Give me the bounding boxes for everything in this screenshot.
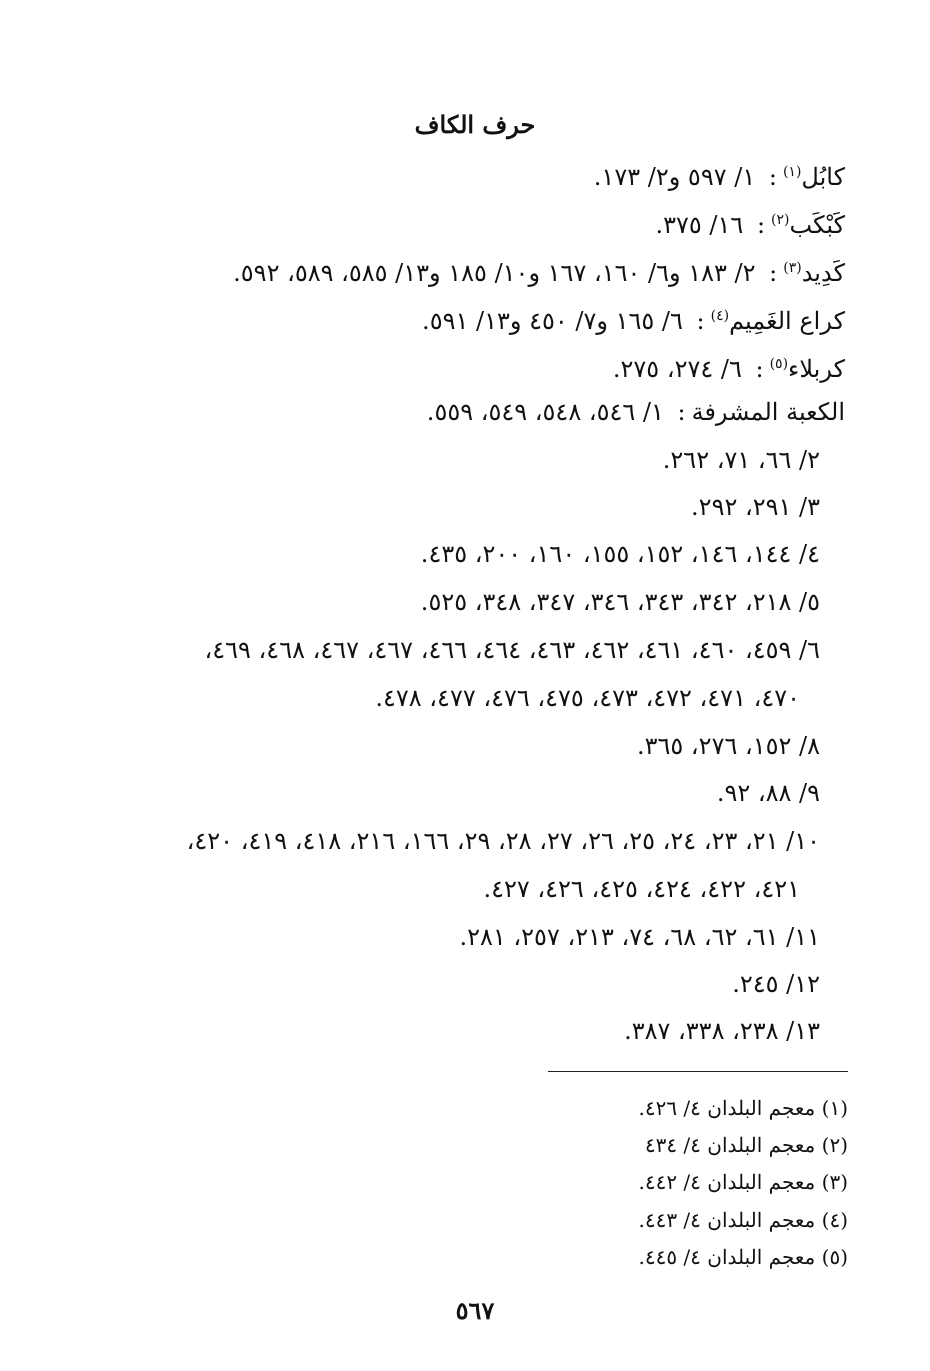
kaaba-ref-line: ٣/ ٢٩١، ٢٩٢. (691, 493, 820, 521)
footnote-ref: (٣) (783, 260, 802, 276)
footnote-ref: (١) (782, 164, 802, 180)
entry-refs: ١/ ٥٩٧ و٢/ ١٧٣. (593, 163, 756, 191)
entry-refs: ١٦/ ٣٧٥. (655, 211, 744, 239)
footnote-ref: (٥) (769, 356, 789, 372)
page-number: ٥٦٧ (455, 1296, 495, 1325)
kaaba-ref-line: ١٢/ ٢٤٥. (732, 970, 820, 998)
footnote: (٢) معجم البلدان ٤/ ٤٣٤ (644, 1133, 848, 1157)
entry-term: كَبْكَب (789, 211, 845, 239)
kaaba-ref-line: ١٣/ ٢٣٨، ٣٣٨، ٣٨٧. (624, 1017, 820, 1045)
footnote: (٤) معجم البلدان ٤/ ٤٤٣. (638, 1208, 848, 1232)
entry-term: كابُل (801, 163, 845, 191)
entry-kura-al-ghamim: كراع الغَمِيم$^{(٤)}$: ٦/ ١٦٥ و٧/ ٤٥٠ و١٣/ ٥٩١. (422, 307, 845, 335)
entry-kaaba: الكعبة المشرفة: ١/ ٥٤٦، ٥٤٨، ٥٤٩، ٥٥٩. (426, 398, 845, 426)
footnote-divider (548, 1071, 848, 1072)
entry-kabul: كابُل$^{(١)}$: ١/ ٥٩٧ و٢/ ١٧٣. (593, 163, 845, 191)
footnote: (٥) معجم البلدان ٤/ ٤٤٥. (638, 1245, 848, 1269)
kaaba-ref-line: ٤/ ١٤٤، ١٤٦، ١٥٢، ١٥٥، ١٦٠، ٢٠٠، ٤٣٥. (420, 540, 820, 568)
entry-karbala: كربلاء$^{(٥)}$: ٦/ ٢٧٤، ٢٧٥. (612, 355, 845, 383)
kaaba-ref-line: ٨/ ١٥٢، ٢٧٦، ٣٦٥. (636, 732, 820, 760)
entry-refs: ٢/ ١٨٣ و٦/ ١٦٠، ١٦٧ و١٠/ ١٨٥ و١٣/ ٥٨٥، ٥٨٩، ٥٩٢. (233, 259, 756, 287)
kaaba-ref-line: ١٠/ ٢١، ٢٣، ٢٤، ٢٥، ٢٦، ٢٧، ٢٨، ٢٩، ١٦٦، ٢١٦، ٤١٨، ٤١٩، ٤٢٠، (186, 827, 820, 855)
kaaba-ref-line: ٩/ ٨٨، ٩٢. (716, 779, 820, 807)
kaaba-ref-line: ٢/ ٦٦، ٧١، ٢٦٢. (662, 446, 820, 474)
entry-term: كَدِيد (801, 259, 845, 287)
entry-term: كربلاء (788, 355, 845, 383)
kaaba-ref-line: ٥/ ٢١٨، ٣٤٢، ٣٤٣، ٣٤٦، ٣٤٧، ٣٤٨، ٥٢٥. (420, 588, 820, 616)
footnote-ref: (٤) (710, 308, 730, 324)
kaaba-ref-line: ١١/ ٦١، ٦٢، ٦٨، ٧٤، ٢١٣، ٢٥٧، ٢٨١. (459, 923, 820, 951)
entry-refs: ٦/ ١٦٥ و٧/ ٤٥٠ و١٣/ ٥٩١. (422, 307, 683, 335)
kaaba-ref-line: ٤٧٠، ٤٧١، ٤٧٢، ٤٧٣، ٤٧٥، ٤٧٦، ٤٧٧، ٤٧٨. (375, 684, 800, 712)
footnote-ref: (٢) (771, 212, 790, 228)
entry-kadid: كَدِيد$^{(٣)}$: ٢/ ١٨٣ و٦/ ١٦٠، ١٦٧ و١٠/ ١٨٥ و١٣/ ٥٨٥، ٥٨٩، ٥٩٢. (233, 259, 845, 287)
footnote: (٣) معجم البلدان ٤/ ٤٤٢. (638, 1170, 848, 1194)
footnote: (١) معجم البلدان ٤/ ٤٢٦. (638, 1096, 848, 1120)
entry-term: الكعبة المشرفة (691, 398, 845, 426)
section-heading: حرف الكاف (414, 110, 536, 139)
entry-term: كراع الغَمِيم (729, 307, 845, 335)
entry-refs: ١/ ٥٤٦، ٥٤٨، ٥٤٩، ٥٥٩. (426, 398, 664, 426)
kaaba-ref-line: ٦/ ٤٥٩، ٤٦٠، ٤٦١، ٤٦٢، ٤٦٣، ٤٦٤، ٤٦٦، ٤٦٧، ٤٦٧، ٤٦٨، ٤٦٩، (204, 636, 820, 664)
entry-kabkab: كَبْكَب$^{(٢)}$: ١٦/ ٣٧٥. (655, 211, 845, 239)
entry-refs: ٦/ ٢٧٤، ٢٧٥. (612, 355, 742, 383)
kaaba-ref-line: ٤٢١، ٤٢٢، ٤٢٤، ٤٢٥، ٤٢٦، ٤٢٧. (483, 875, 800, 903)
